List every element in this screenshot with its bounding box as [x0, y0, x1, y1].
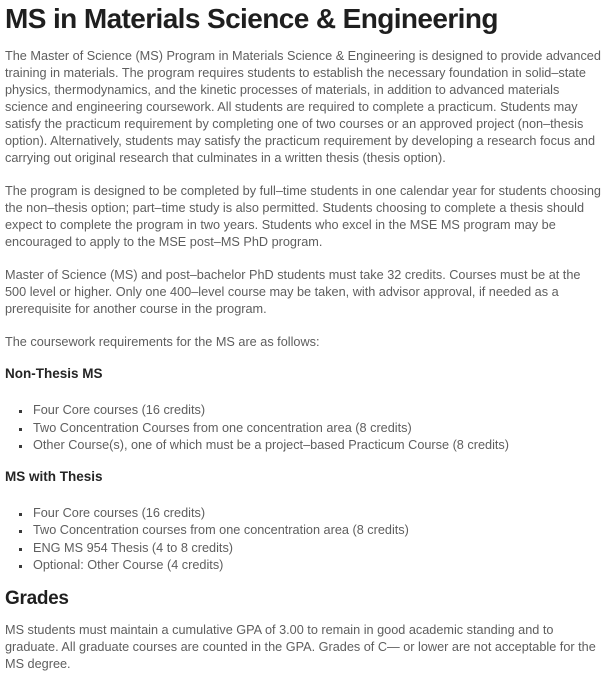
list-item: ▪ Four Core courses (16 credits) — [31, 402, 602, 420]
list-item: ▪ Optional: Other Course (4 credits) — [31, 557, 602, 575]
list-item: ▪ Two Concentration courses from one concentration area (8 credits) — [31, 522, 602, 540]
paragraph-program-intro: The Master of Science (MS) Program in Materials Science & Engineering is designed to provide advanced training in materials. The program requires students to establish the necessary foundation in solid–state physics, thermodynamics, and the kinetic processes of materials, in addition to advanced materials science and engineering coursework. All students are required to complete a practicum. Students may satisfy the practicum requirement by completing one of two courses or an approved project (non–thesis option). Alternatively, students may satisfy the practicum requirement by developing a research focus and carrying out original research that culminates in a written thesis (thesis option). — [5, 49, 601, 165]
list-item: ▪ Two Concentration Courses from one concentration area (8 credits) — [31, 420, 602, 438]
paragraph-grades-policy: MS students must maintain a cumulative GPA of 3.00 to remain in good academic standing and to graduate. All graduate courses are counted in the GPA. Grades of C— or lower are not acceptable for the MS degree. — [5, 622, 596, 671]
paragraph-coursework-intro: The coursework requirements for the MS are as follows: — [5, 335, 320, 349]
section-heading-grades: Grades — [5, 587, 69, 609]
page-title: MS in Materials Science & Engineering — [5, 3, 498, 34]
paragraph-program-timeline: The program is designed to be completed by full–time students in one calendar year for students choosing the non–thesis option; part–time study is also permitted. Students choosing to complete a thesis should expect to complete the program in two years. Students who excel in the MSE MS program may be encouraged to apply to the MSE post–MS PhD program. — [5, 184, 601, 249]
list-item: ▪ Other Course(s), one of which must be a project–based Practicum Course (8 credits) — [31, 437, 602, 455]
paragraph-credit-requirements: Master of Science (MS) and post–bachelor PhD students must take 32 credits. Courses must be at the 500 level or higher. Only one 400–level course may be taken, with advisor approval, if needed as a prerequisite for another course in the program. — [5, 268, 581, 316]
section-heading-non-thesis-ms: Non-Thesis MS — [5, 366, 103, 381]
non-thesis-requirements-list — [5, 402, 602, 455]
section-heading-ms-with-thesis: MS with Thesis — [5, 468, 103, 484]
list-item: ▪ Four Core courses (16 credits) — [31, 505, 602, 523]
thesis-requirements-list — [5, 505, 602, 575]
list-item: ▪ ENG MS 954 Thesis (4 to 8 credits) — [31, 540, 602, 558]
